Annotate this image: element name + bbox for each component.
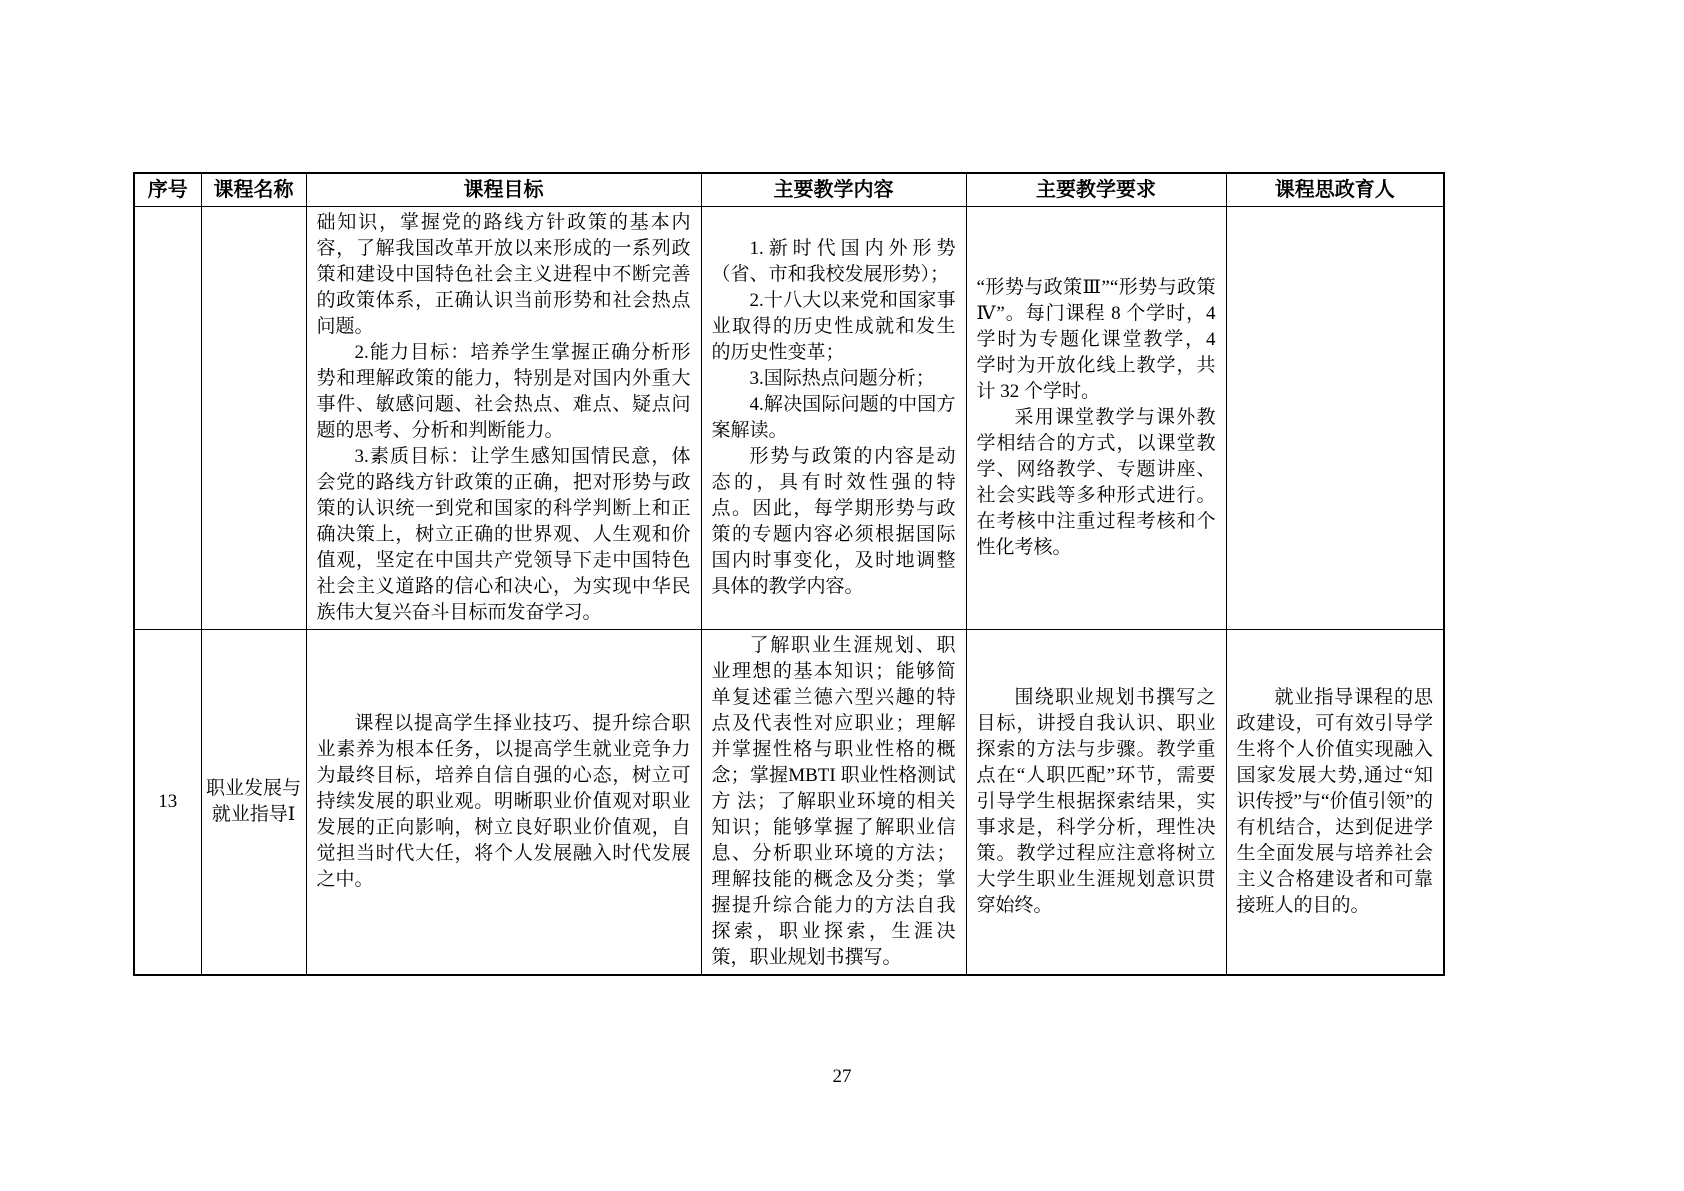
content-paragraph: 3.国际热点问题分析； (749, 368, 935, 389)
content-paragraph: 4.解决国际问题的中国方案解读。 (711, 394, 956, 441)
content-paragraph: 形势与政策的内容是动态的，具有时效性强的特点。因此，每学期形势与政策的专题内容必须根据国际国内时事变化，及时地调整具体的教学内容。 (711, 446, 956, 597)
header-content: 主要教学内容 (701, 173, 966, 207)
objectives-paragraph: 课程以提高学生择业技巧、提升综合职业素养为根本任务，以提高学生就业竞争力为最终目标，培养自信自强的心态，树立可持续发展的职业观。明晰职业价值观对职业发展的正向影响，树立良好职业价值观，自觉担当时代大任，将个人发展融入时代发展之中。 (316, 713, 691, 890)
ideology-paragraph: 就业指导课程的思政建设，可有效引导学生将个人价值实现融入国家发展大势,通过“知识传授”与“价值引领”的有机结合，达到促进学生全面发展与培养社会主义合格建设者和可靠接班人的目的。 (1236, 687, 1433, 916)
objectives-paragraph: 2.能力目标：培养学生掌握正确分析形势和理解政策的能力，特别是对国内外重大事件、敏感问题、社会热点、难点、疑点问题的思考、分析和判断能力。 (316, 342, 691, 441)
requirements-paragraph: 采用课堂教学与课外教学相结合的方式，以课堂教学、网络教学、专题讲座、社会实践等多种形式进行。在考核中注重过程考核和个性化考核。 (976, 407, 1216, 558)
cell-requirements (966, 630, 1226, 976)
content-paragraph: 1.新时代国内外形势（省、市和我校发展形势）； (711, 238, 956, 285)
page-number: 27 (832, 1066, 852, 1087)
table-row-course-13 (134, 630, 1444, 976)
cell-course-name (201, 207, 306, 630)
cell-course-name: 职业发展与就业指导Ⅰ (201, 630, 306, 976)
cell-seq (134, 207, 201, 630)
cell-ideology (1226, 630, 1444, 976)
cell-seq: 13 (134, 630, 201, 976)
content-paragraph: 了解职业生涯规划、职业理想的基本知识；能够简单复述霍兰德六型兴趣的特点及代表性对应职业；理解并掌握性格与职业性格的概念；掌握MBTI 职业性格测试方 法；了解职业环境的相关知识；能够掌握了解职业信息、分析职业环境的方法；理解技能的概念及分类；掌握提升综合能力的方法自我探索，职业探索，生涯决策，职业规划书撰写。 (711, 635, 956, 968)
course-table (133, 172, 1445, 976)
header-seq: 序号 (134, 173, 201, 207)
cell-objectives (306, 630, 701, 976)
objectives-paragraph: 础知识，掌握党的路线方针政策的基本内容，了解我国改革开放以来形成的一系列政策和建设中国特色社会主义进程中不断完善的政策体系，正确认识当前形势和社会热点问题。 (316, 212, 691, 337)
content-paragraph: 2.十八大以来党和国家事业取得的历史性成就和发生的历史性变革； (711, 290, 956, 363)
table-row-continuation (134, 207, 1444, 630)
table-header-row (134, 173, 1444, 207)
header-ideology: 课程思政育人 (1226, 173, 1444, 207)
requirements-paragraph: “形势与政策Ⅲ”“形势与政策Ⅳ”。每门课程 8 个学时，4 学时为专题化课堂教学，4 学时为开放化线上教学，共计 32 个学时。 (976, 277, 1216, 402)
requirements-paragraph: 围绕职业规划书撰写之目标，讲授自我认识、职业探索的方法与步骤。教学重点在“人职匹配”环节，需要引导学生根据探索结果，实事求是，科学分析，理性决策。教学过程应注意将树立大学生职业生涯规划意识贯穿始终。 (976, 687, 1216, 916)
cell-content (701, 207, 966, 630)
cell-objectives (306, 207, 701, 630)
header-objectives: 课程目标 (306, 173, 701, 207)
cell-requirements (966, 207, 1226, 630)
header-course-name: 课程名称 (201, 173, 306, 207)
cell-ideology (1226, 207, 1444, 630)
header-requirements: 主要教学要求 (966, 173, 1226, 207)
cell-content (701, 630, 966, 976)
objectives-paragraph: 3.素质目标：让学生感知国情民意，体会党的路线方针政策的正确，把对形势与政策的认识统一到党和国家的科学判断上和正确决策上，树立正确的世界观、人生观和价值观，坚定在中国共产党领导下走中国特色社会主义道路的信心和决心，为实现中华民族伟大复兴奋斗目标而发奋学习。 (316, 446, 691, 623)
